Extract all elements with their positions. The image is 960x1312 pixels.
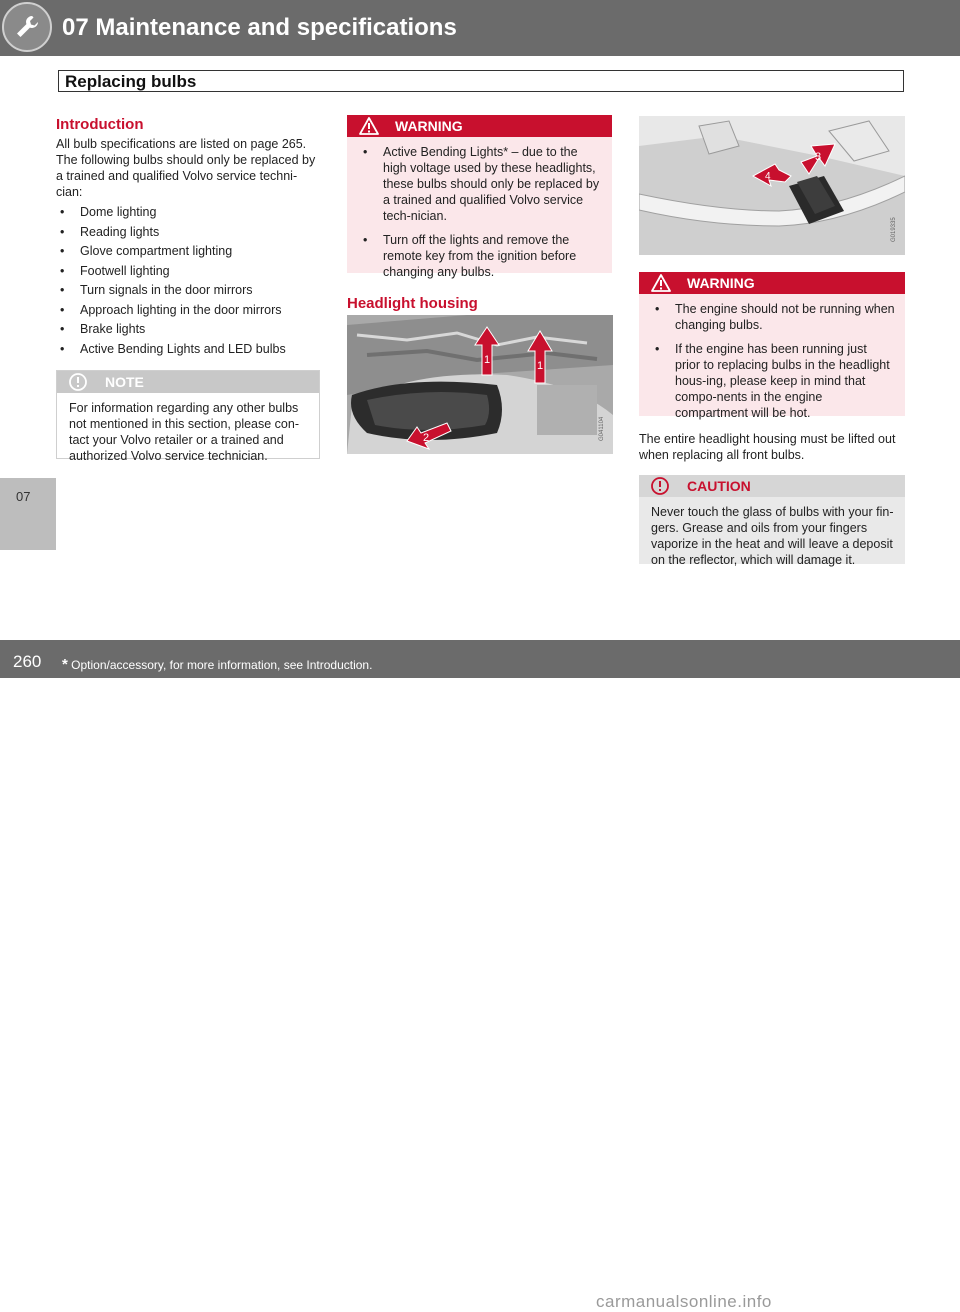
headlight-housing-image bbox=[347, 315, 613, 454]
list-item: • Active Bending Lights* – due to the high voltage used by these headlights, these bulbs should only be replaced by a trained and qualified Volvo service tech-nician. bbox=[359, 144, 602, 224]
warning-label: WARNING bbox=[687, 275, 755, 291]
caution-label: CAUTION bbox=[687, 478, 751, 494]
info-icon bbox=[69, 373, 87, 391]
warning-triangle-icon bbox=[651, 274, 671, 292]
list-item: • Approach lighting in the door mirrors bbox=[56, 302, 322, 318]
chapter-header bbox=[0, 0, 960, 56]
list-item: • Reading lights bbox=[56, 224, 322, 240]
list-item: • If the engine has been running just prior to replacing bulbs in the headlight hous-ing, please keep in mind that compo-nents in the engine compartment will be hot. bbox=[651, 341, 895, 421]
footnote-text: Option/accessory, for more information, see Introduction. bbox=[67, 658, 373, 672]
side-tab-label: 07 bbox=[16, 489, 31, 504]
bulb-connector-image bbox=[639, 116, 905, 255]
note-box bbox=[56, 370, 320, 463]
section-title: Replacing bulbs bbox=[65, 72, 197, 91]
warning-box-active-bending bbox=[347, 115, 612, 279]
section-title-bar bbox=[58, 70, 904, 92]
intro-heading: Introduction bbox=[56, 116, 144, 133]
warning-triangle-icon bbox=[359, 117, 379, 135]
watermark: carmanualsonline.info bbox=[596, 1292, 772, 1311]
housing-paragraph: The entire headlight housing must be lifted out when replacing all front bulbs. bbox=[639, 432, 896, 462]
wrench-icon bbox=[13, 13, 41, 41]
caution-header bbox=[639, 475, 905, 497]
list-item: • Turn signals in the door mirrors bbox=[56, 282, 322, 298]
headlight-heading: Headlight housing bbox=[347, 295, 478, 312]
image-code: G041104 bbox=[599, 416, 605, 441]
list-item: • Footwell lighting bbox=[56, 263, 322, 279]
caution-box bbox=[639, 475, 905, 567]
connector-illustration bbox=[639, 116, 905, 255]
list-item: • Brake lights bbox=[56, 321, 322, 337]
page-number: 260 bbox=[13, 652, 42, 671]
arrow-label: 1 bbox=[537, 360, 544, 372]
note-header bbox=[57, 371, 319, 393]
note-label: NOTE bbox=[105, 374, 144, 390]
chapter-title: 07 Maintenance and specifications bbox=[62, 14, 457, 41]
warning-header bbox=[639, 272, 905, 294]
list-item: • The engine should not be running when changing bulbs. bbox=[651, 301, 895, 333]
list-item: • Turn off the lights and remove the remote key from the ignition before changing any bulbs. bbox=[359, 232, 602, 280]
arrow-label: 4 bbox=[765, 171, 771, 182]
footnote bbox=[62, 656, 372, 673]
chapter-side-tab[interactable] bbox=[0, 478, 56, 550]
page-footer bbox=[0, 640, 960, 1311]
bulb-list bbox=[56, 204, 322, 360]
arrow-label: 3 bbox=[815, 151, 822, 163]
headlight-illustration bbox=[347, 315, 613, 454]
footnote-star: * bbox=[62, 656, 68, 673]
warning-header bbox=[347, 115, 612, 137]
warning-box-engine bbox=[639, 272, 905, 420]
caution-text: Never touch the glass of bulbs with your fin-gers. Grease and oils from your fingers vaporize in the heat and will leave a deposit on the reflector, which will damage it. bbox=[651, 505, 894, 567]
note-text: For information regarding any other bulbs not mentioned in this section, please con-tact your Volvo retailer or a trained and authorized Volvo service technician. bbox=[69, 401, 299, 463]
list-item: • Glove compartment lighting bbox=[56, 243, 322, 259]
image-code: G019335 bbox=[891, 217, 897, 242]
exclamation-circle-icon bbox=[651, 477, 669, 495]
warning-label: WARNING bbox=[395, 118, 463, 134]
chapter-badge bbox=[2, 2, 52, 52]
arrow-label: 2 bbox=[423, 432, 430, 444]
list-item: • Dome lighting bbox=[56, 204, 322, 220]
list-item: • Active Bending Lights and LED bulbs bbox=[56, 341, 322, 357]
arrow-label: 1 bbox=[484, 354, 491, 366]
intro-paragraph: All bulb specifications are listed on page 265. The following bulbs should only be replaced by a trained and qualified Volvo service techni-cian: bbox=[56, 137, 316, 199]
